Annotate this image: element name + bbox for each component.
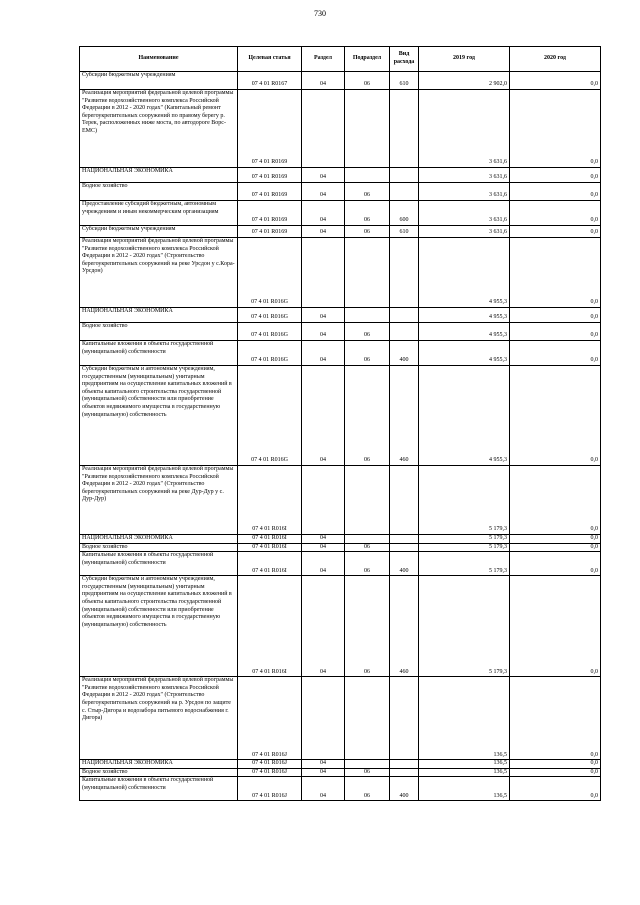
table-cell-name: НАЦИОНАЛЬНАЯ ЭКОНОМИКА — [80, 535, 238, 544]
table-cell-name: Предоставление субсидий бюджетным, автономным учреждениям и иным некоммерческим организациям — [80, 201, 238, 226]
table-cell-target-item: 07 4 01 R016I — [238, 543, 302, 552]
table-cell-2019: 3 631,6 — [419, 201, 510, 226]
table-cell-section: 04 — [302, 72, 345, 90]
table-cell-subsection — [345, 760, 390, 769]
table-cell-2019: 3 631,6 — [419, 226, 510, 238]
table-row — [80, 677, 601, 760]
table-cell-name: Водное хозяйство — [80, 543, 238, 552]
header-name: Наименование — [80, 47, 238, 72]
table-cell-section: 04 — [302, 552, 345, 576]
table-cell-section: 04 — [302, 366, 345, 466]
table-cell-2020: 0,0 — [510, 183, 601, 201]
header-expense-type: Вид расхода — [390, 47, 419, 72]
table-cell-name: НАЦИОНАЛЬНАЯ ЭКОНОМИКА — [80, 168, 238, 183]
table-cell-2020: 0,0 — [510, 323, 601, 341]
table-cell-subsection: 06 — [345, 226, 390, 238]
table-cell-expense-type — [390, 183, 419, 201]
table-cell-name: Реализация мероприятий федеральной целевой программы "Развитие водохозяйственного комплекса Российской Федерации в 2012 - 2020 годах" (Капитальный ремонт берегоукрепительных сооружений по правому берегу р. Терек, расположенных ниже моста, по автодороге Ворс-ЕМС) — [80, 90, 238, 168]
table-row — [80, 760, 601, 769]
table-row — [80, 777, 601, 801]
table-cell-target-item: 07 4 01 R0169 — [238, 183, 302, 201]
table-cell-subsection: 06 — [345, 768, 390, 777]
header-year-2019: 2019 год — [419, 47, 510, 72]
table-cell-expense-type — [390, 677, 419, 760]
table-cell-name: Субсидии бюджетным учреждениям — [80, 72, 238, 90]
table-cell-target-item: 07 4 01 R0169 — [238, 226, 302, 238]
table-cell-expense-type: 460 — [390, 366, 419, 466]
table-cell-subsection — [345, 168, 390, 183]
table-cell-2020: 0,0 — [510, 768, 601, 777]
table-cell-target-item: 07 4 01 R016G — [238, 238, 302, 308]
header-subsection: Подраздел — [345, 47, 390, 72]
table-cell-expense-type: 400 — [390, 552, 419, 576]
page-number: 730 — [314, 9, 326, 18]
table-row — [80, 168, 601, 183]
table-row — [80, 552, 601, 576]
table-row — [80, 543, 601, 552]
table-cell-expense-type — [390, 308, 419, 323]
table-cell-subsection — [345, 466, 390, 535]
table-cell-section: 04 — [302, 341, 345, 366]
table-cell-2019: 2 902,0 — [419, 72, 510, 90]
table-cell-2020: 0,0 — [510, 760, 601, 769]
table-cell-2020: 0,0 — [510, 677, 601, 760]
table-cell-section: 04 — [302, 777, 345, 801]
table-cell-2019: 5 179,3 — [419, 466, 510, 535]
table-cell-subsection — [345, 677, 390, 760]
table-row — [80, 535, 601, 544]
table-cell-target-item: 07 4 01 R0169 — [238, 168, 302, 183]
table-cell-section: 04 — [302, 535, 345, 544]
table-cell-2019: 3 631,6 — [419, 183, 510, 201]
table-cell-name: НАЦИОНАЛЬНАЯ ЭКОНОМИКА — [80, 308, 238, 323]
table-cell-name: Субсидии бюджетным и автономным учреждениям, государственным (муниципальным) унитарным предприятиям на осуществление капитальных вложений в объекты капитального строительства государственной (муниципальной) собственности или приобретение объектов недвижимого имущества в государственную (муниципальную) собственность — [80, 576, 238, 677]
table-cell-2020: 0,0 — [510, 366, 601, 466]
table-cell-name: Водное хозяйство — [80, 768, 238, 777]
table-cell-expense-type: 600 — [390, 201, 419, 226]
table-cell-subsection: 06 — [345, 341, 390, 366]
table-cell-2019: 5 179,3 — [419, 552, 510, 576]
table-cell-2020: 0,0 — [510, 72, 601, 90]
table-cell-section: 04 — [302, 760, 345, 769]
table-cell-section: 04 — [302, 201, 345, 226]
table-cell-name: Капитальные вложения в объекты государственной (муниципальной) собственности — [80, 341, 238, 366]
table-cell-section: 04 — [302, 323, 345, 341]
table-cell-target-item: 07 4 01 R016G — [238, 308, 302, 323]
table-cell-section: 04 — [302, 226, 345, 238]
table-cell-2020: 0,0 — [510, 535, 601, 544]
table-cell-2019: 4 955,3 — [419, 366, 510, 466]
table-cell-2020: 0,0 — [510, 201, 601, 226]
table-cell-target-item: 07 4 01 R016I — [238, 535, 302, 544]
table-cell-name: Капитальные вложения в объекты государственной (муниципальной) собственности — [80, 552, 238, 576]
table-header-row — [80, 47, 601, 72]
table-cell-subsection: 06 — [345, 576, 390, 677]
table-cell-subsection — [345, 238, 390, 308]
header-year-2020: 2020 год — [510, 47, 601, 72]
table-row — [80, 466, 601, 535]
header-target-item: Целевая статья — [238, 47, 302, 72]
table-cell-subsection: 06 — [345, 323, 390, 341]
table-body — [80, 72, 601, 801]
table-cell-2019: 3 631,6 — [419, 90, 510, 168]
table-cell-2019: 136,5 — [419, 768, 510, 777]
table-cell-target-item: 07 4 01 R016J — [238, 760, 302, 769]
table-cell-section: 04 — [302, 308, 345, 323]
table-cell-2019: 4 955,3 — [419, 323, 510, 341]
table-row — [80, 576, 601, 677]
table-cell-target-item: 07 4 01 R016G — [238, 323, 302, 341]
table-cell-name: Водное хозяйство — [80, 323, 238, 341]
table-cell-expense-type — [390, 768, 419, 777]
table-row — [80, 768, 601, 777]
table-cell-2019: 4 955,3 — [419, 308, 510, 323]
table-cell-subsection: 06 — [345, 552, 390, 576]
table-cell-section: 04 — [302, 168, 345, 183]
table-cell-section — [302, 238, 345, 308]
table-cell-target-item: 07 4 01 R0169 — [238, 90, 302, 168]
table-cell-subsection — [345, 535, 390, 544]
table-cell-expense-type — [390, 323, 419, 341]
table-cell-section — [302, 90, 345, 168]
table-cell-expense-type — [390, 238, 419, 308]
table-row — [80, 72, 601, 90]
table-cell-section: 04 — [302, 543, 345, 552]
table-cell-2019: 5 179,3 — [419, 535, 510, 544]
table-cell-subsection: 06 — [345, 366, 390, 466]
table-row — [80, 226, 601, 238]
table-cell-expense-type: 610 — [390, 226, 419, 238]
table-cell-2020: 0,0 — [510, 543, 601, 552]
table-row — [80, 183, 601, 201]
table-row — [80, 323, 601, 341]
table-cell-name: Реализация мероприятий федеральной целевой программы "Развитие водохозяйственного комплекса Российской Федерации в 2012 - 2020 годах" (Строительство берегоукрепительных сооружений на реке Урсдон у с.Кора-Урсдон) — [80, 238, 238, 308]
table-cell-target-item: 07 4 01 R016I — [238, 576, 302, 677]
table-cell-name: Реализация мероприятий федеральной целевой программы "Развитие водохозяйственного комплекса Российской Федерации в 2012 - 2020 годах" (Строительство берегоукрепительных сооружений на реке Дур-Дур у с. Дур-Дур) — [80, 466, 238, 535]
table-cell-subsection: 06 — [345, 183, 390, 201]
table-cell-expense-type — [390, 466, 419, 535]
table-cell-2019: 136,5 — [419, 760, 510, 769]
table-cell-2020: 0,0 — [510, 576, 601, 677]
table-cell-2019: 4 955,3 — [419, 341, 510, 366]
table-cell-section — [302, 466, 345, 535]
table-cell-expense-type — [390, 168, 419, 183]
table-cell-expense-type — [390, 90, 419, 168]
table-cell-2020: 0,0 — [510, 238, 601, 308]
table-cell-section: 04 — [302, 576, 345, 677]
table-cell-expense-type: 400 — [390, 777, 419, 801]
table-cell-target-item: 07 4 01 R016J — [238, 768, 302, 777]
table-row — [80, 366, 601, 466]
table-cell-2020: 0,0 — [510, 168, 601, 183]
table-cell-name: Водное хозяйство — [80, 183, 238, 201]
table-row — [80, 238, 601, 308]
table-cell-2019: 4 955,3 — [419, 238, 510, 308]
table-cell-target-item: 07 4 01 R016I — [238, 466, 302, 535]
table-cell-subsection — [345, 308, 390, 323]
table-cell-2020: 0,0 — [510, 90, 601, 168]
table-cell-target-item: 07 4 01 R016J — [238, 777, 302, 801]
header-section: Раздел — [302, 47, 345, 72]
table-cell-name: Капитальные вложения в объекты государственной (муниципальной) собственности — [80, 777, 238, 801]
table-cell-name: Субсидии бюджетным и автономным учреждениям, государственным (муниципальным) унитарным предприятиям на осуществление капитальных вложений в объекты капитального строительства государственной (муниципальной) собственности или приобретение объектов недвижимого имущества в государственную (муниципальную) собственность — [80, 366, 238, 466]
table-cell-expense-type: 400 — [390, 341, 419, 366]
table-cell-section: 04 — [302, 183, 345, 201]
table-cell-expense-type — [390, 543, 419, 552]
table-cell-2020: 0,0 — [510, 308, 601, 323]
table-row — [80, 201, 601, 226]
table-cell-2019: 136,5 — [419, 777, 510, 801]
table-cell-name: Субсидии бюджетным учреждениям — [80, 226, 238, 238]
table-cell-expense-type: 610 — [390, 72, 419, 90]
table-cell-subsection — [345, 90, 390, 168]
table-cell-name: Реализация мероприятий федеральной целевой программы "Развитие водохозяйственного комплекса Российской Федерации в 2012 - 2020 годах" (Строительство берегоукрепительных сооружений на р. Урсдон по защите с. Стыр-Дигора и водозабора питьевого водоснабжения г. Дигора) — [80, 677, 238, 760]
budget-table — [79, 46, 601, 801]
table-cell-expense-type — [390, 760, 419, 769]
table-cell-target-item: 07 4 01 R0167 — [238, 72, 302, 90]
table-row — [80, 341, 601, 366]
table-cell-target-item: 07 4 01 R016G — [238, 341, 302, 366]
table-cell-2020: 0,0 — [510, 226, 601, 238]
table-row — [80, 308, 601, 323]
table-cell-expense-type: 460 — [390, 576, 419, 677]
table-cell-2019: 5 179,3 — [419, 543, 510, 552]
table-cell-2020: 0,0 — [510, 466, 601, 535]
table-cell-target-item: 07 4 01 R0169 — [238, 201, 302, 226]
table-cell-2019: 5 179,3 — [419, 576, 510, 677]
table-cell-2020: 0,0 — [510, 341, 601, 366]
table-cell-subsection: 06 — [345, 543, 390, 552]
table-cell-name: НАЦИОНАЛЬНАЯ ЭКОНОМИКА — [80, 760, 238, 769]
table-cell-2020: 0,0 — [510, 777, 601, 801]
table-cell-expense-type — [390, 535, 419, 544]
table-cell-target-item: 07 4 01 R016G — [238, 366, 302, 466]
table-cell-section: 04 — [302, 768, 345, 777]
table-row — [80, 90, 601, 168]
table-cell-subsection: 06 — [345, 201, 390, 226]
table-cell-2019: 3 631,6 — [419, 168, 510, 183]
table-cell-target-item: 07 4 01 R016J — [238, 677, 302, 760]
table-cell-2020: 0,0 — [510, 552, 601, 576]
table-cell-target-item: 07 4 01 R016I — [238, 552, 302, 576]
table-cell-subsection: 06 — [345, 777, 390, 801]
table-cell-section — [302, 677, 345, 760]
table-cell-subsection: 06 — [345, 72, 390, 90]
table-cell-2019: 136,5 — [419, 677, 510, 760]
